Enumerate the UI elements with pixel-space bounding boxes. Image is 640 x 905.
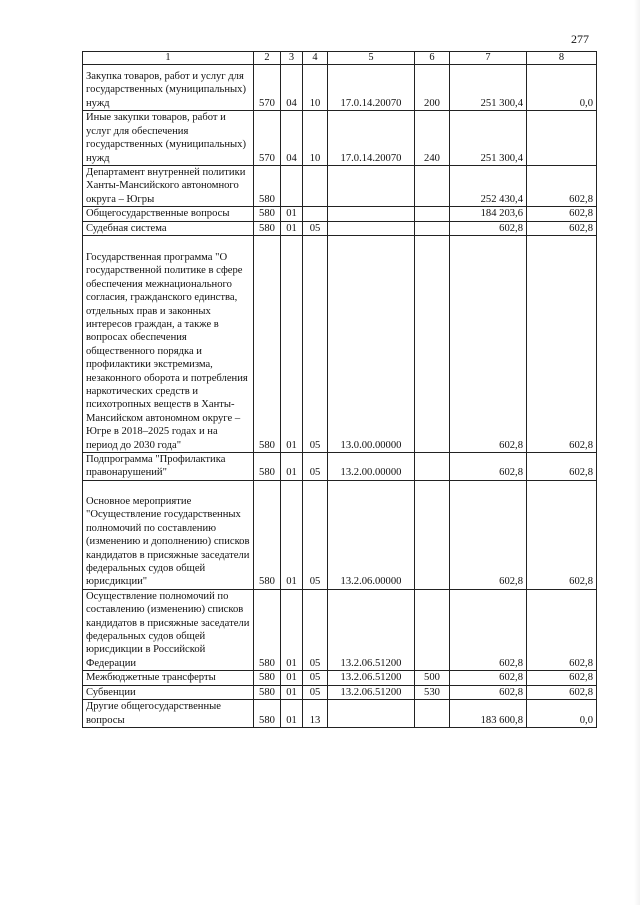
column-header: 3 <box>281 52 303 65</box>
row-value-cell: 602,8 <box>450 685 527 699</box>
budget-table <box>82 51 597 728</box>
row-value-cell: 0,0 <box>527 65 597 111</box>
row-value-cell: 01 <box>281 453 303 481</box>
row-value-cell: 240 <box>415 111 450 166</box>
row-value-cell: 13.2.06.51200 <box>328 589 415 670</box>
column-header: 7 <box>450 52 527 65</box>
row-value-cell: 13.2.00.00000 <box>328 453 415 481</box>
row-value-cell: 01 <box>281 236 303 453</box>
row-name-cell: Осуществление полномочий по составлению (изменению) списков кандидатов в присяжные заседатели федеральных судов общей юрисдикции в Российской Федерации <box>83 589 254 670</box>
row-name-cell: Другие общегосударственные вопросы <box>83 700 254 728</box>
table-row <box>83 685 597 699</box>
row-value-cell: 10 <box>303 111 328 166</box>
row-value-cell: 602,8 <box>450 671 527 685</box>
row-value-cell: 602,8 <box>450 589 527 670</box>
row-name-cell: Общегосударственные вопросы <box>83 207 254 221</box>
row-value-cell: 10 <box>303 65 328 111</box>
row-value-cell: 17.0.14.20070 <box>328 111 415 166</box>
row-value-cell: 01 <box>281 221 303 235</box>
row-value-cell: 01 <box>281 685 303 699</box>
row-value-cell: 530 <box>415 685 450 699</box>
row-value-cell: 05 <box>303 671 328 685</box>
row-value-cell: 05 <box>303 236 328 453</box>
row-value-cell <box>415 453 450 481</box>
row-value-cell: 602,8 <box>527 671 597 685</box>
row-value-cell: 04 <box>281 65 303 111</box>
row-value-cell: 13.2.06.51200 <box>328 671 415 685</box>
row-value-cell: 01 <box>281 480 303 589</box>
row-value-cell: 580 <box>254 236 281 453</box>
table-row <box>83 480 597 589</box>
row-value-cell: 580 <box>254 685 281 699</box>
row-value-cell <box>328 207 415 221</box>
row-value-cell <box>415 166 450 207</box>
row-name-cell: Основное мероприятие "Осуществление государственных полномочий по составлению (изменению и дополнению) списков кандидатов в присяжные заседатели федеральных судов общей юрисдикции" <box>83 480 254 589</box>
row-value-cell: 17.0.14.20070 <box>328 65 415 111</box>
page-number: 277 <box>571 32 589 46</box>
row-name-cell: Подпрограмма "Профилактика правонарушений" <box>83 453 254 481</box>
row-value-cell: 01 <box>281 700 303 728</box>
row-name-cell: Судебная система <box>83 221 254 235</box>
row-value-cell <box>415 221 450 235</box>
row-value-cell <box>303 166 328 207</box>
row-value-cell: 13.0.00.00000 <box>328 236 415 453</box>
row-value-cell <box>281 166 303 207</box>
row-value-cell: 05 <box>303 221 328 235</box>
row-value-cell: 602,8 <box>450 453 527 481</box>
column-header: 8 <box>527 52 597 65</box>
row-value-cell: 05 <box>303 453 328 481</box>
row-value-cell <box>328 166 415 207</box>
row-value-cell: 05 <box>303 589 328 670</box>
row-name-cell: Закупка товаров, работ и услуг для государственных (муниципальных) нужд <box>83 65 254 111</box>
row-value-cell: 570 <box>254 65 281 111</box>
row-value-cell: 251 300,4 <box>450 111 527 166</box>
table-row <box>83 236 597 453</box>
row-value-cell <box>415 236 450 453</box>
table-row <box>83 453 597 481</box>
scan-edge <box>634 0 640 905</box>
table-row <box>83 65 597 111</box>
row-value-cell: 602,8 <box>450 480 527 589</box>
row-value-cell: 580 <box>254 589 281 670</box>
row-value-cell: 183 600,8 <box>450 700 527 728</box>
row-value-cell: 01 <box>281 207 303 221</box>
row-value-cell: 05 <box>303 685 328 699</box>
row-name-cell: Иные закупки товаров, работ и услуг для обеспечения государственных (муниципальных) нужд <box>83 111 254 166</box>
row-name-cell: Департамент внутренней политики Ханты-Мансийского автономного округа – Югры <box>83 166 254 207</box>
row-value-cell: 602,8 <box>527 166 597 207</box>
row-value-cell <box>328 700 415 728</box>
row-value-cell <box>303 207 328 221</box>
row-value-cell: 580 <box>254 453 281 481</box>
row-value-cell: 602,8 <box>527 207 597 221</box>
table-row <box>83 589 597 670</box>
row-value-cell <box>415 480 450 589</box>
row-value-cell: 13.2.06.51200 <box>328 685 415 699</box>
row-name-cell: Государственная программа "О государственной политике в сфере обеспечения межнационального согласия, гражданского единства, отдельных прав и законных интересов граждан, а также в вопросах обеспечения общественного порядка и профилактики экстремизма, незаконного оборота и потребления наркотических средств и психотропных веществ в Ханты-Мансийском автономном округе – Югре в 2018–2025 годах и на период до 2030 года" <box>83 236 254 453</box>
row-value-cell: 602,8 <box>450 236 527 453</box>
table-row <box>83 207 597 221</box>
row-value-cell: 580 <box>254 221 281 235</box>
row-value-cell: 184 203,6 <box>450 207 527 221</box>
row-value-cell: 04 <box>281 111 303 166</box>
row-value-cell: 602,8 <box>527 589 597 670</box>
row-value-cell <box>415 700 450 728</box>
row-value-cell: 602,8 <box>527 685 597 699</box>
row-value-cell: 01 <box>281 589 303 670</box>
table-row <box>83 700 597 728</box>
row-value-cell: 580 <box>254 480 281 589</box>
row-name-cell: Межбюджетные трансферты <box>83 671 254 685</box>
row-value-cell: 580 <box>254 166 281 207</box>
row-value-cell: 500 <box>415 671 450 685</box>
table-row <box>83 671 597 685</box>
row-value-cell: 252 430,4 <box>450 166 527 207</box>
column-header: 5 <box>328 52 415 65</box>
row-value-cell <box>415 589 450 670</box>
table-row <box>83 111 597 166</box>
row-value-cell: 602,8 <box>527 236 597 453</box>
row-value-cell: 602,8 <box>527 221 597 235</box>
row-value-cell: 602,8 <box>527 480 597 589</box>
row-value-cell <box>415 207 450 221</box>
row-name-cell: Субвенции <box>83 685 254 699</box>
column-header: 2 <box>254 52 281 65</box>
row-value-cell <box>328 221 415 235</box>
row-value-cell: 251 300,4 <box>450 65 527 111</box>
row-value-cell: 580 <box>254 700 281 728</box>
row-value-cell: 570 <box>254 111 281 166</box>
column-header: 4 <box>303 52 328 65</box>
column-header: 1 <box>83 52 254 65</box>
row-value-cell: 13 <box>303 700 328 728</box>
column-header: 6 <box>415 52 450 65</box>
row-value-cell: 0,0 <box>527 700 597 728</box>
row-value-cell <box>527 111 597 166</box>
table-row <box>83 221 597 235</box>
row-value-cell: 05 <box>303 480 328 589</box>
table-row <box>83 166 597 207</box>
row-value-cell: 13.2.06.00000 <box>328 480 415 589</box>
row-value-cell: 580 <box>254 207 281 221</box>
table-header-row <box>83 52 597 65</box>
row-value-cell: 200 <box>415 65 450 111</box>
row-value-cell: 01 <box>281 671 303 685</box>
row-value-cell: 580 <box>254 671 281 685</box>
row-value-cell: 602,8 <box>527 453 597 481</box>
row-value-cell: 602,8 <box>450 221 527 235</box>
